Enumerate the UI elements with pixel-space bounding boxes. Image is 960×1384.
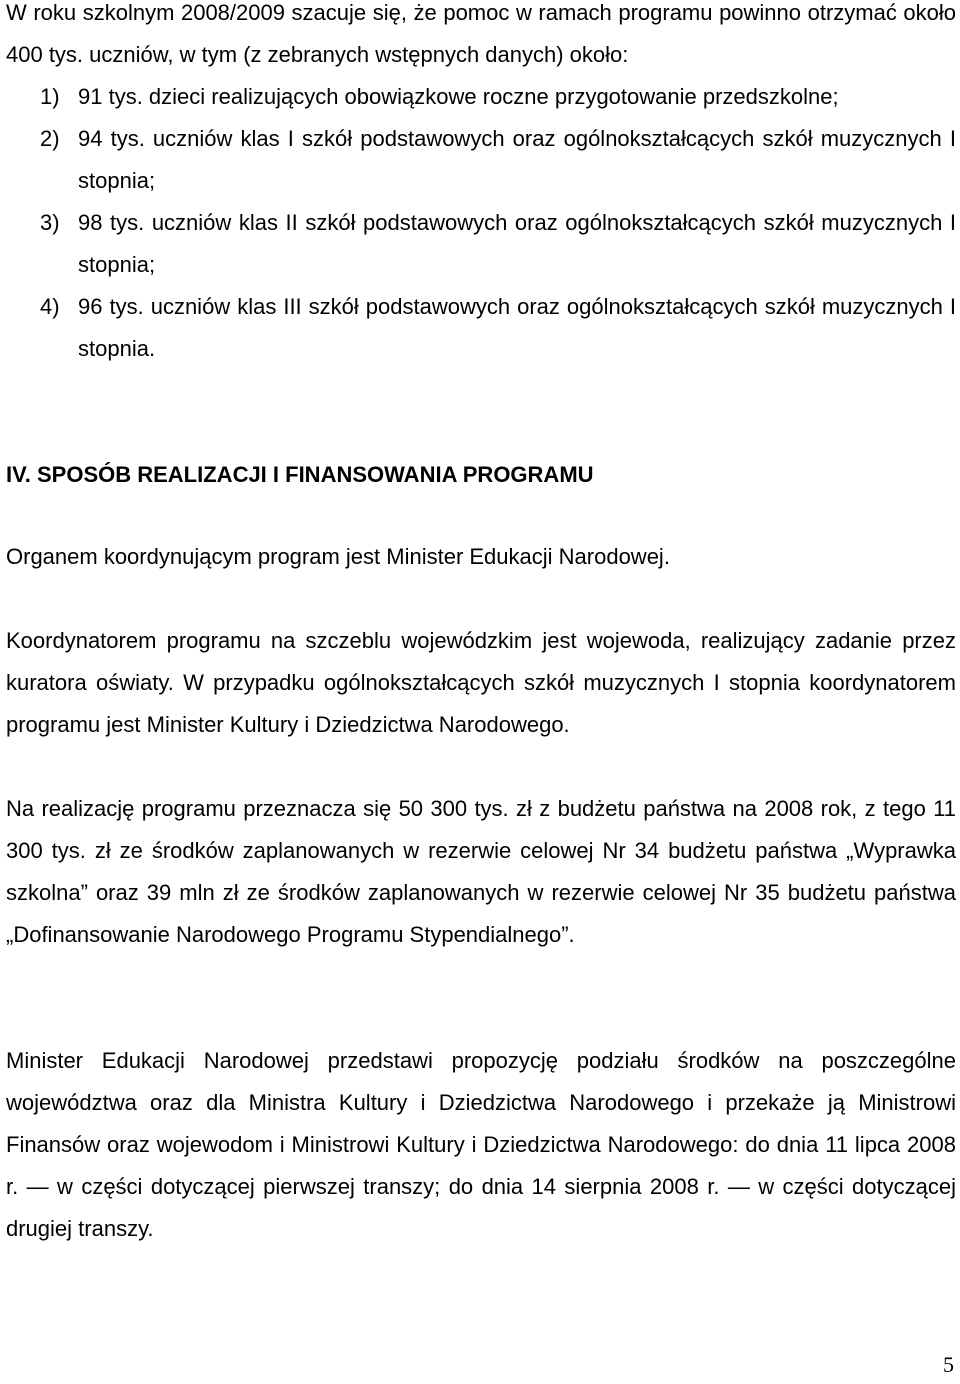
list-item-number: 1) bbox=[40, 84, 60, 109]
voivodeship-coordinator-paragraph: Koordynatorem programu na szczeblu wojewódzkim jest wojewoda, realizujący zadanie przez kuratora oświaty. W przypadku ogólnokształcących szkół muzycznych I stopnia koordynatorem programu jest Minister Kultury i Dziedzictwa Narodowego. bbox=[6, 628, 956, 737]
list-item-number: 2) bbox=[40, 126, 60, 151]
student-count-list bbox=[6, 76, 956, 370]
funding-paragraph: Na realizację programu przeznacza się 50 300 tys. zł z budżetu państwa na 2008 rok, z tego 11 300 tys. zł ze środków zaplanowanych w rezerwie celowej Nr 34 budżetu państwa „Wyprawka szkolna” oraz 39 mln zł ze środków zaplanowanych w rezerwie celowej Nr 35 budżetu państwa „Dofinansowanie Narodowego Programu Stypendialnego”. bbox=[6, 796, 956, 947]
list-item-text: 91 tys. dzieci realizujących obowiązkowe roczne przygotowanie przedszkolne; bbox=[78, 84, 839, 109]
list-item-text: 94 tys. uczniów klas I szkół podstawowych oraz ogólnokształcących szkół muzycznych I stopnia; bbox=[78, 126, 956, 193]
coordinator-paragraph: Organem koordynującym program jest Minister Edukacji Narodowej. bbox=[6, 544, 670, 569]
list-item-number: 3) bbox=[40, 210, 60, 235]
list-item-text: 98 tys. uczniów klas II szkół podstawowych oraz ogólnokształcących szkół muzycznych I stopnia; bbox=[78, 210, 956, 277]
list-item bbox=[6, 118, 956, 202]
page-number: 5 bbox=[943, 1352, 954, 1377]
intro-paragraph: W roku szkolnym 2008/2009 szacuje się, że pomoc w ramach programu powinno otrzymać około 400 tys. uczniów, w tym (z zebranych wstępnych danych) około: bbox=[6, 0, 956, 67]
list-item-text: 96 tys. uczniów klas III szkół podstawowych oraz ogólnokształcących szkół muzycznych I stopnia. bbox=[78, 294, 956, 361]
list-item-number: 4) bbox=[40, 294, 60, 319]
list-item bbox=[6, 76, 956, 118]
section-heading: IV. SPOSÓB REALIZACJI I FINANSOWANIA PROGRAMU bbox=[6, 462, 594, 487]
list-item bbox=[6, 202, 956, 286]
allocation-paragraph: Minister Edukacji Narodowej przedstawi propozycję podziału środków na poszczególne województwa oraz dla Ministra Kultury i Dziedzictwa Narodowego i przekaże ją Ministrowi Finansów oraz wojewodom i Ministrowi Kultury i Dziedzictwa Narodowego: do dnia 11 lipca 2008 r. — w części dotyczącej pierwszej transzy; do dnia 14 sierpnia 2008 r. — w części dotyczącej drugiej transzy. bbox=[6, 1048, 956, 1241]
list-item bbox=[6, 286, 956, 370]
